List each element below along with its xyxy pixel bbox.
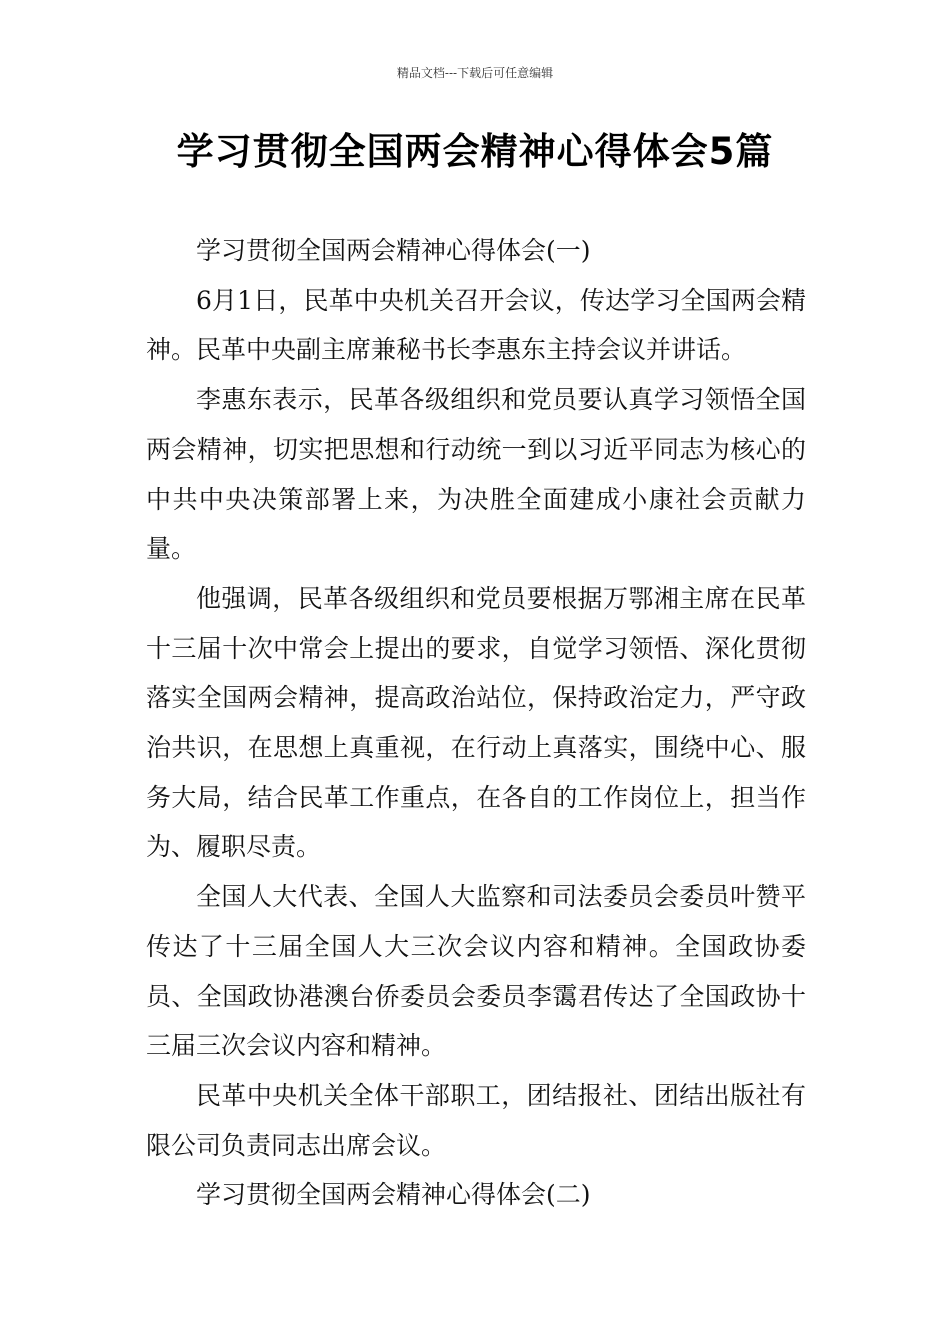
section-heading-1: 学习贯彻全国两会精神心得体会(一) <box>196 236 591 265</box>
paragraph: 李惠东表示，民革各级组织和党员要认真学习领悟全国两会精神，切实把思想和行动统一到以习近平同志为核心的中共中央决策部署上来，为决胜全面建成小康社会贡献力量。 <box>146 385 806 564</box>
section-heading-2: 学习贯彻全国两会精神心得体会(二) <box>196 1180 591 1210</box>
paragraph: 民革中央机关全体干部职工，团结报社、团结出版社有限公司负责同志出席会议。 <box>146 1080 806 1160</box>
document-title: 学习贯彻全国两会精神心得体会5篇 <box>176 130 774 173</box>
document-body <box>146 226 806 1220</box>
header-note: 精品文档---下载后可任意编辑 <box>396 66 554 80</box>
paragraph: 全国人大代表、全国人大监察和司法委员会委员叶赞平传达了十三届全国人大三次会议内容和精神。全国政协委员、全国政协港澳台侨委员会委员李霭君传达了全国政协十三届三次会议内容和精神。 <box>146 882 806 1061</box>
paragraph: 他强调，民革各级组织和党员要根据万鄂湘主席在民革十三届十次中常会上提出的要求，自觉学习领悟、深化贯彻落实全国两会精神，提高政治站位，保持政治定力，严守政治共识，在思想上真重视，在行动上真落实，围绕中心、服务大局，结合民革工作重点，在各自的工作岗位上，担当作为、履职尽责。 <box>146 583 806 862</box>
paragraph: 6月1日，民革中央机关召开会议，传达学习全国两会精神。民革中央副主席兼秘书长李惠东主持会议并讲话。 <box>146 285 806 365</box>
